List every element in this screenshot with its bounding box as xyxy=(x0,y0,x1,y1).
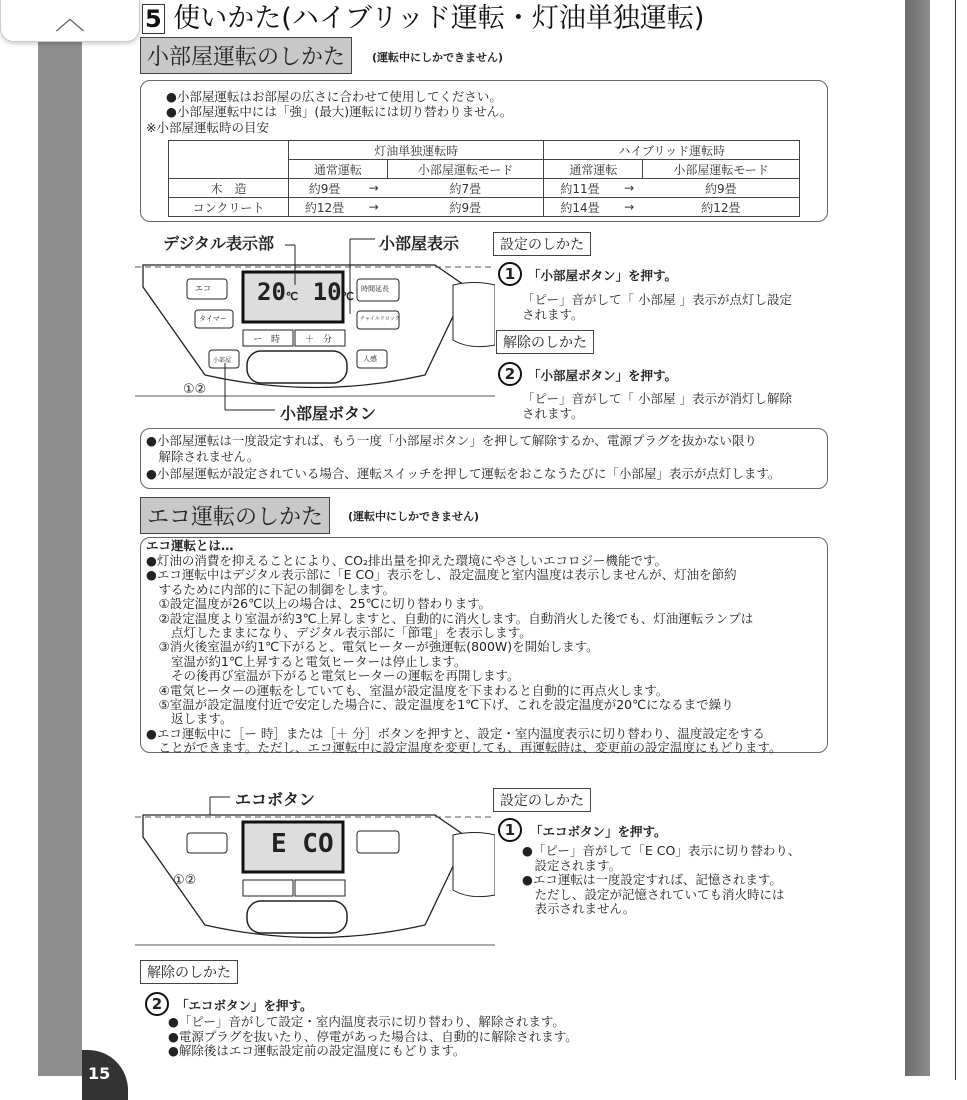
text-line: ●解除後はエコ運転設定前の設定温度にもどります。 xyxy=(168,1043,466,1058)
step-title: 「小部屋ボタン」を押す。 xyxy=(528,368,678,383)
eco-intro: エコ運転とは… xyxy=(146,538,234,553)
plus-minute-button: ＋ 分 xyxy=(305,335,333,345)
table-group-header: ハイブリッド運転時 xyxy=(544,141,800,160)
text-line: ●エコ運転は一度設定すれば、記憶されます。 xyxy=(522,872,782,887)
control-panel-diagram xyxy=(135,225,495,425)
set-temp-readout: 20 xyxy=(257,278,286,306)
person-sensor-button: 人感 xyxy=(363,355,377,363)
step-desc: されます。 xyxy=(522,406,584,421)
bullet: ●小部屋運転中には「強」(最大)運転には切り替わりません。 xyxy=(166,104,513,119)
text-line: 点灯したままになり、デジタル表示部に「節電」を表示します。 xyxy=(146,625,532,640)
text-line: ●「ピー」音がして設定・室内温度表示に切り替わり、解除されます。 xyxy=(168,1014,565,1029)
step-title: 「エコボタン」を押す。 xyxy=(176,998,313,1013)
text-line: ④電気ヒーターの運転をしていても、室温が設定温度を下まわると自動的に再点火します。 xyxy=(146,682,669,698)
step-desc: 「ピー」音がして「 小部屋 」表示が点灯し設定 xyxy=(522,292,792,307)
page-shadow xyxy=(905,0,930,1076)
text-line: ③消火後室温が約1℃下がると、電気ヒーターが強運転(800W)を開始します。 xyxy=(146,639,599,655)
label-small-room-indicator: 小部屋表示 xyxy=(379,234,460,253)
step-title: 「小部屋ボタン」を押す。 xyxy=(528,268,678,283)
table-row: コンクリート 約12畳 → 約9畳 約14畳 → 約12畳 xyxy=(169,198,800,217)
text-line: ①設定温度が26℃以上の場合は、25℃に切り替わります。 xyxy=(146,596,492,612)
page-number: 15 xyxy=(82,1050,128,1100)
text-line: ●エコ運転中はデジタル表示部に「E CO」表示をし、設定温度と室内温度は表示しませんが、灯油を節約 xyxy=(146,567,737,583)
table-header: 通常運転 xyxy=(289,160,388,179)
note: ●小部屋運転は一度設定すれば、もう一度「小部屋ボタン」を押して解除するか、電源プラグを抜かない限り xyxy=(146,433,757,448)
page-title xyxy=(142,0,704,35)
label-small-room-button: 小部屋ボタン xyxy=(280,404,377,423)
step-desc: されます。 xyxy=(522,307,584,322)
room-size-table xyxy=(168,140,800,217)
step-number: 2 xyxy=(498,362,522,386)
title-text: 使いかた(ハイブリッド運転・灯油単独運転) xyxy=(173,3,705,34)
small-room-button: 小部屋 xyxy=(213,357,232,364)
text-line: ●灯油の消費を抑えることにより、CO₂排出量を抑えた環境にやさしいエコロジー機能です。 xyxy=(146,553,667,568)
minus-hour-button: ー 時 xyxy=(253,335,281,345)
set-label: 設定のしかた xyxy=(493,788,591,812)
text-line: ●エコ運転中に［ー 時］または［＋ 分］ボタンを押すと、設定・室内温度表示に切り替わり、温度設定をする xyxy=(146,725,765,741)
note: ●小部屋運転が設定されている場合、運転スイッチを押して運転をおこなうたびに「小部屋」表示が点灯します。 xyxy=(146,466,781,481)
text-line: 設定されます。 xyxy=(522,857,622,873)
table-header: 小部屋運転モード xyxy=(387,160,544,179)
table-group-header: 灯油単独運転時 xyxy=(289,141,544,160)
hand-pointer-icon: ①② xyxy=(173,873,197,888)
text-line: ただし、設定が記憶されていても消火時には xyxy=(522,886,785,902)
note: 解除されません。 xyxy=(146,449,260,464)
release-label: 解除のしかた xyxy=(140,960,238,984)
chevron-up-icon: ︿ xyxy=(55,2,85,37)
text-line: ●「ピー」音がして「E CO」表示に切り替わり、 xyxy=(522,843,801,858)
step-number: 1 xyxy=(498,262,522,286)
unit: ℃ xyxy=(341,290,354,303)
label-eco-button: エコボタン xyxy=(235,790,316,809)
text-line: するために内部的に下記の制御をします。 xyxy=(146,581,396,597)
table-header: 通常運転 xyxy=(544,160,643,179)
step-number: 2 xyxy=(145,992,169,1016)
unit: ℃ xyxy=(285,290,299,303)
eco-panel-diagram xyxy=(135,785,495,960)
child-lock-button: チャイルドロック xyxy=(360,316,400,322)
timer-button: タイマー xyxy=(199,315,227,323)
table-header: 小部屋運転モード xyxy=(643,160,800,179)
extend-button: 時間延長 xyxy=(361,285,389,293)
step-title: 「エコボタン」を押す。 xyxy=(530,824,667,839)
text-line: ことができます。ただし、エコ運転中に設定温度を変更しても、再運転時は、変更前の設定温度にもどります。 xyxy=(146,740,782,756)
table-row: 木 造 約9畳 → 約7畳 約11畳 → 約9畳 xyxy=(169,179,800,198)
text-line: ②設定温度より室温が約3℃上昇しますと、自動的に消火します。自動消火した後でも、灯油運転ランプは xyxy=(146,610,754,626)
step-number: 1 xyxy=(498,818,522,842)
release-label: 解除のしかた xyxy=(496,330,594,354)
text-line: ●電源プラグを抜いたり、停電があった場合は、自動的に解除されます。 xyxy=(168,1028,578,1044)
hand-pointer-icon: ①② xyxy=(183,382,207,397)
eco-display-readout: E CO xyxy=(271,829,334,859)
table-caption: ※小部屋運転時の目安 xyxy=(146,120,269,135)
section-note: (運転中にしかできません) xyxy=(372,51,504,64)
section-number: 5 xyxy=(142,4,165,34)
label-digital-display: デジタル表示部 xyxy=(163,234,275,253)
set-label: 設定のしかた xyxy=(493,232,591,256)
text-line: 返します。 xyxy=(146,711,233,727)
section-heading-eco: エコ運転のしかた xyxy=(140,497,330,534)
step-desc: 「ピー」音がして「 小部屋 」表示が消灯し解除 xyxy=(522,391,792,406)
text-line: その後再び室温が下がると電気ヒーターの運転を再開します。 xyxy=(146,668,520,684)
room-temp-readout: 10 xyxy=(312,278,342,306)
text-line: ⑤室温が設定温度付近で安定した場合に、設定温度を1℃下げ、これを設定温度が20℃になるまで繰り xyxy=(146,697,734,712)
scroll-up-button[interactable] xyxy=(0,0,140,42)
text-line: 室温が約1℃上昇すると電気ヒーターは停止します。 xyxy=(146,653,467,669)
bullet: ●小部屋運転はお部屋の広さに合わせて使用してください。 xyxy=(166,89,502,104)
section-heading-small-room: 小部屋運転のしかた xyxy=(140,37,352,74)
section-note: (運転中にしかできません) xyxy=(348,510,480,523)
eco-button: エコ xyxy=(195,284,211,293)
scrollbar-track[interactable] xyxy=(955,0,956,1080)
text-line: 表示されません。 xyxy=(522,901,636,916)
